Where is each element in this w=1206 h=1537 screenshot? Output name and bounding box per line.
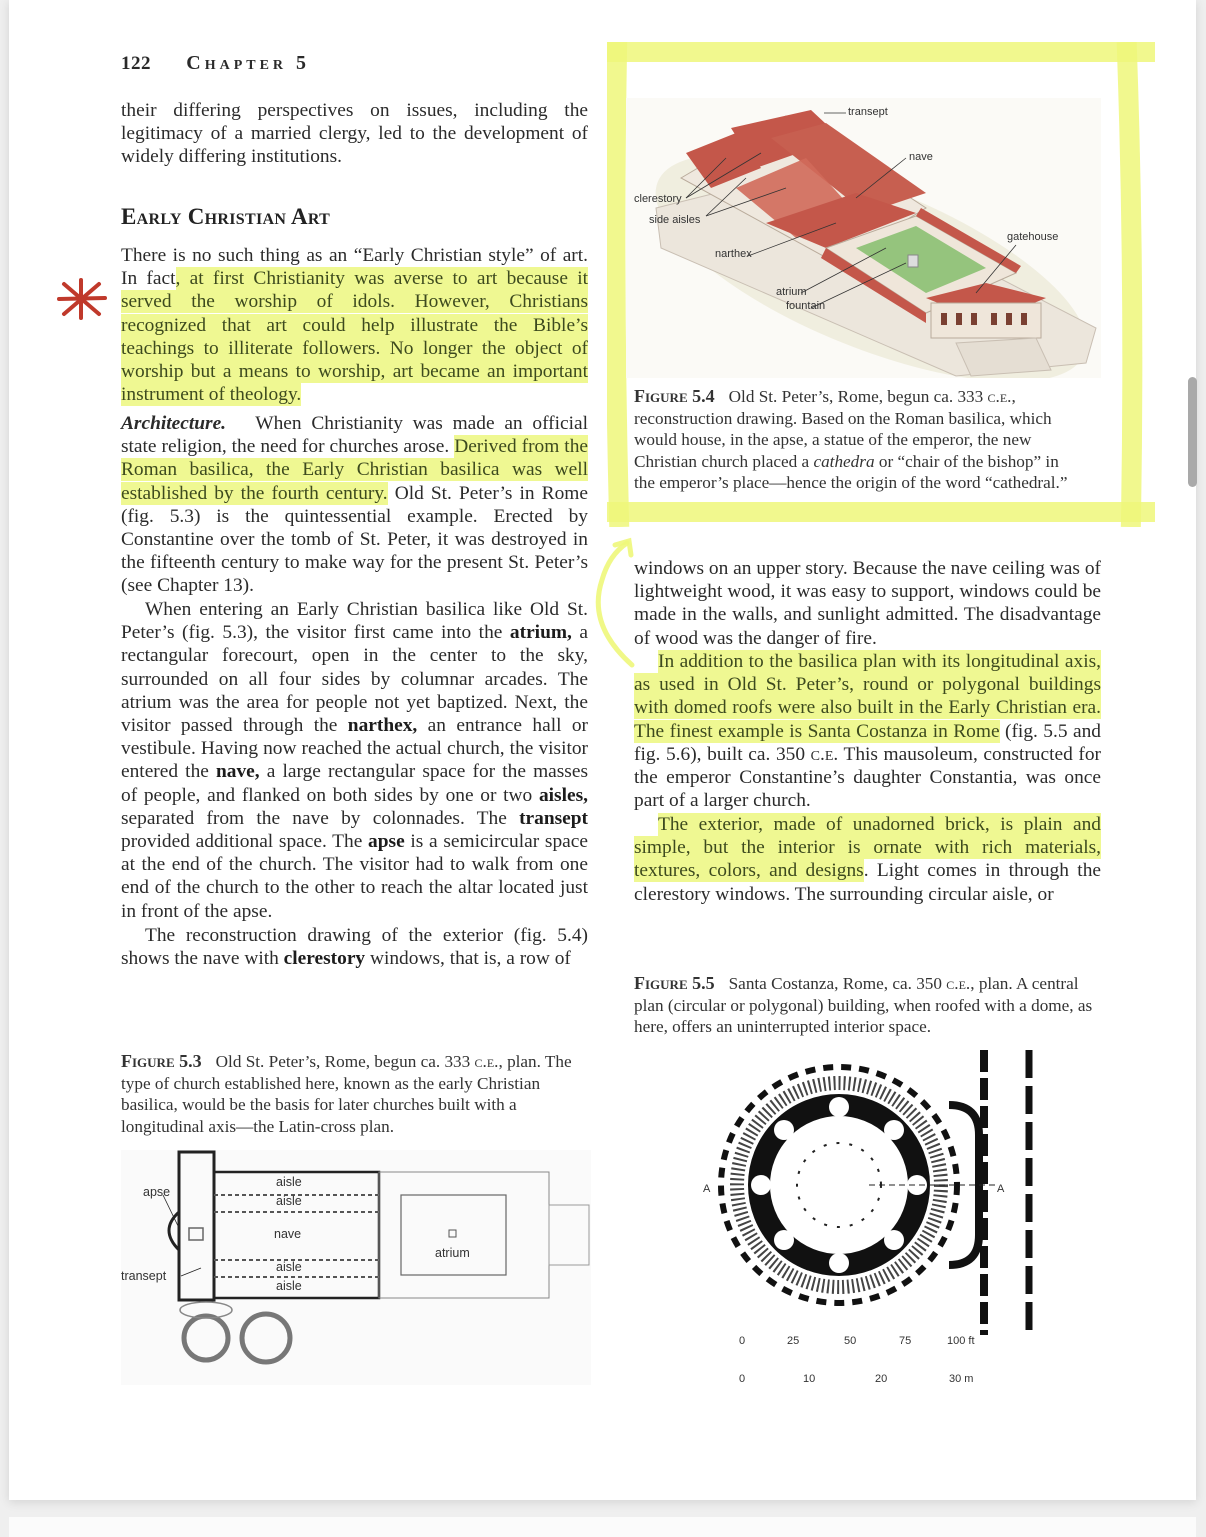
highlighted-text: , at first Christianity was averse to art because it served the worship of idols. However, Christians recognized that art could help illustrate the Bible’s teachings to illiterate followers. No longer the object of worship but a means to worship, art became an important instrument of theology. bbox=[121, 268, 588, 406]
label-apse: apse bbox=[143, 1185, 171, 1199]
label-atrium: atrium bbox=[435, 1246, 470, 1260]
asterisk-annotation-icon bbox=[53, 276, 109, 322]
label-side-aisles: side aisles bbox=[649, 214, 701, 226]
reconstruction-paragraph: The reconstruction drawing of the exterior (fig. 5.4) shows the nave with clerestory windows, that is, a row of bbox=[121, 925, 588, 970]
figure-label: Figure 5.4 bbox=[634, 386, 715, 406]
label-fountain: fountain bbox=[786, 300, 826, 312]
section-marker-a-left: A bbox=[703, 1183, 711, 1195]
label-atrium: atrium bbox=[776, 286, 807, 298]
figure-5-4-reconstruction-drawing bbox=[626, 98, 1101, 378]
label-clerestory: clerestory bbox=[634, 193, 682, 205]
intro-paragraph: their differing perspectives on issues, including the legitimacy of a married clergy, led to the development of widely differing institutions. bbox=[121, 100, 588, 168]
document-page bbox=[9, 0, 1196, 1500]
santa-costanza-paragraph: The exterior, made of unadorned brick, is plain and simple, but the interior is ornate with rich materials, textures, colors, and designs. Light comes in through the clerestory windows. The surrounding circular aisle, or bbox=[634, 814, 1101, 905]
figure-label: Figure 5.5 bbox=[634, 973, 715, 993]
figure-5-5-santa-costanza-plan: A A 0 25 50 75 100 ft 0 10 20 30 m bbox=[699, 1045, 1049, 1390]
label-nave: nave bbox=[909, 151, 933, 163]
section-heading: Early Christian Art bbox=[121, 204, 331, 229]
label-gatehouse: gatehouse bbox=[1007, 231, 1059, 243]
label-aisle: aisle bbox=[276, 1279, 302, 1293]
figure-5-3-basilica-plan bbox=[121, 1150, 591, 1385]
figure-label: Figure 5.3 bbox=[121, 1051, 202, 1071]
highlighted-text: Derived from the Roman basilica, the Early Christian basilica was well established by the fourth century. bbox=[121, 436, 588, 504]
architecture-run-in-head: Architecture. bbox=[121, 413, 227, 434]
figure-5-4-caption: Figure 5.4 Old St. Peter’s, Rome, begun ca. 333 c.e., reconstruction drawing. Based on the Roman basilica, which would house, in the apse, a statue of the emperor, the new Christian church placed a cathedra or “chair of the bishop” in the emperor’s place—hence the origin of the word “cathedral.” bbox=[634, 386, 1068, 492]
label-aisle: aisle bbox=[276, 1260, 302, 1274]
running-head bbox=[121, 52, 310, 75]
basilica-visit-paragraph: When entering an Early Christian basilica like Old St. Peter’s (fig. 5.3), the visitor first came into the atrium, a rectangular forecourt, open in the center to the sky, surrounded on all four sides by columnar arcades. The atrium was the area for people not yet baptized. Next, the visitor passed through the narthex, an entrance hall or vestibule. Having now reached the actual church, the visitor entered the nave, a large rectangular space for the masses of people, and flanked on both sides by one or two aisles, separated from the nave by colonnades. The transept provided additional space. The apse is a semicircular space at the end of the church. The visitor had to walk from one end of the church to the other to reach the altar located just in front of the apse. bbox=[121, 599, 588, 922]
term-clerestory: clerestory bbox=[283, 948, 366, 970]
term-nave: nave, bbox=[216, 761, 260, 783]
next-page-edge bbox=[9, 1517, 1196, 1537]
term-apse: apse bbox=[368, 831, 405, 853]
page-number: 122 bbox=[121, 53, 151, 74]
label-nave: nave bbox=[274, 1227, 302, 1241]
section-marker-a-right: A bbox=[997, 1183, 1005, 1195]
basilica-plan-drawing bbox=[121, 1150, 591, 1385]
architecture-paragraph: Architecture. When Christianity was made an official state religion, the need for churches arose. Derived from the Roman basilica, the Early Christian basilica was well established by the fourth century. Old St. Peter’s in Rome (fig. 5.3) is the quintessential example. Erected by Constantine over the tomb of St. Peter, it was destroyed in the fifteenth century to make way for the present St. Peter’s (see Chapter 13). bbox=[121, 413, 589, 597]
label-narthex: narthex bbox=[715, 248, 752, 260]
vertical-scrollbar-thumb[interactable] bbox=[1188, 377, 1197, 487]
figure-5-3-caption: Figure 5.3 Old St. Peter’s, Rome, begun ca. 333 c.e., plan. The type of church established here, known as the early Christian basilica, would be the basis for later churches built with a longitudinal axis—the Latin-cross plan. bbox=[121, 1051, 572, 1136]
highlighted-text: In addition to the basilica plan with its longitudinal axis, as used in Old St. Peter’s, round or polygonal buildings with domed roofs were also built in the Early Christian era. The finest example is Santa Costanza in Rome bbox=[634, 651, 1101, 742]
clerestory-continued-paragraph: windows on an upper story. Because the nave ceiling was of lightweight wood, it was easy to support, windows could be made in the walls, and sunlight admitted. The disadvantage of wood was the danger of fire. bbox=[634, 558, 1101, 649]
label-transept: transept bbox=[121, 1269, 167, 1283]
term-aisles: aisles, bbox=[538, 784, 588, 806]
label-aisle: aisle bbox=[276, 1194, 302, 1208]
highlighted-text: The exterior, made of unadorned brick, is plain and simple, but the interior is ornate with rich materials, textures, colors, and designs bbox=[634, 814, 1101, 882]
chapter-title: Chapter 5 bbox=[186, 52, 311, 74]
label-transept: transept bbox=[848, 106, 888, 118]
term-atrium: atrium, bbox=[509, 622, 572, 644]
label-aisle: aisle bbox=[276, 1175, 302, 1189]
figure-5-5-caption: Figure 5.5 Santa Costanza, Rome, ca. 350 c.e., plan. A central plan (circular or polygonal) building, when roofed with a dome, as here, offers an uninterrupted interior space. bbox=[634, 973, 1093, 1036]
term-transept: transept bbox=[519, 807, 588, 829]
early-christian-art-paragraph: There is no such thing as an “Early Christian style” of art. In fact, at first Christianity was averse to art because it served the worship of idols. However, Christians recognized that art could help illustrate the Bible’s teachings to illiterate followers. No longer the object of worship but a means to worship, art became an important instrument of theology. bbox=[121, 245, 588, 406]
centralized-plan-drawing bbox=[699, 1045, 1049, 1390]
term-narthex: narthex, bbox=[347, 715, 418, 737]
domed-buildings-paragraph: In addition to the basilica plan with its longitudinal axis, as used in Old St. Peter’s, round or polygonal buildings with domed roofs were also built in the Early Christian era. The finest example is Santa Costanza in Rome (fig. 5.5 and fig. 5.6), built ca. 350 c.e. This mausoleum, constructed for the emperor Constantine’s daughter Constantia, was once part of a larger church. bbox=[634, 651, 1101, 812]
